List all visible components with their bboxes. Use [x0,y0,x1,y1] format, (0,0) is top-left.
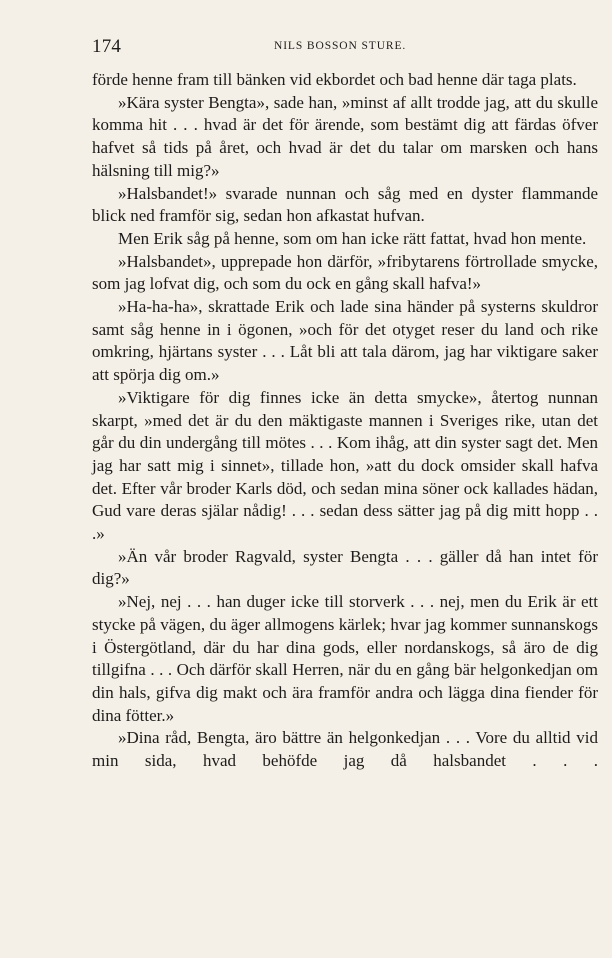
paragraph: »Viktigare för dig finnes icke än detta smycke», återtog nunnan skarpt, »med det är du den mäktigaste mannen i Sveriges rike, utan det går du din undergång till mötes . . . Kom ihåg, att din syster sagt det. Men jag har satt mig i sinnet», tillade hon, »att du dock omsider skall hafva det. Efter vår broder Karls död, och sedan mina söner ock kallades hädan, Gud vare deras själar nådig! . . . sedan dess sätter jag på dig mitt hopp . . .» [92,387,598,544]
paragraph: Men Erik såg på henne, som om han icke rätt fattat, hvad hon mente. [118,228,587,248]
paragraph: »Kära syster Bengta», sade han, »minst af allt trodde jag, att du skulle komma hit . . . hvad är det för ärende, som bestämt dig att färdas öfver hafvet så tids på året, och hvad är det du talar om marsken och hans hälsning till mig?» [92,92,598,180]
paragraph: »Ha-ha-ha», skrattade Erik och lade sina händer på systerns skuldror samt såg henne in i ögonen, »och för det otyget reser du land och rike omkring, hjärtans syster . . . Låt bli att tala därom, jag har viktigare saker att spörja dig om.» [92,297,598,385]
paragraph: förde henne fram till bänken vid ekbordet och bad henne där taga plats. [92,70,577,89]
body-text [92,69,598,773]
paragraph: »Dina råd, Bengta, äro bättre än helgonkedjan . . . Vore du alltid vid min sida, hvad behöfde jag då halsbandet . . . [92,728,598,771]
paragraph: »Nej, nej . . . han duger icke till storverk . . . nej, men du Erik är ett stycke på vägen, du äger allmogens kärlek; hvar jag kommer sunnanskogs i Östergötland, där du har dina gods, eller nordanskogs, så äro de dig tillgifna . . . Och därför skall Herren, när du en gång bär helgonkedjan om din hals, gifva dig makt och ära framför andra och lägga dina fiender för dina fötter.» [92,592,598,725]
paragraph: »Halsbandet», upprepade hon därför, »fribytarens förtrollade smycke, som jag lofvat dig, och som du ock en gång skall hafva!» [92,251,598,294]
running-title: NILS BOSSON STURE. [274,40,407,52]
paragraph: »Halsbandet!» svarade nunnan och såg med en dyster flammande blick ned framför sig, sedan hon afkastat hufvan. [92,183,598,226]
page-header [92,36,598,60]
page-number: 174 [92,36,122,57]
paragraph: »Än vår broder Ragvald, syster Bengta . . . gäller då han intet för dig?» [92,546,598,589]
